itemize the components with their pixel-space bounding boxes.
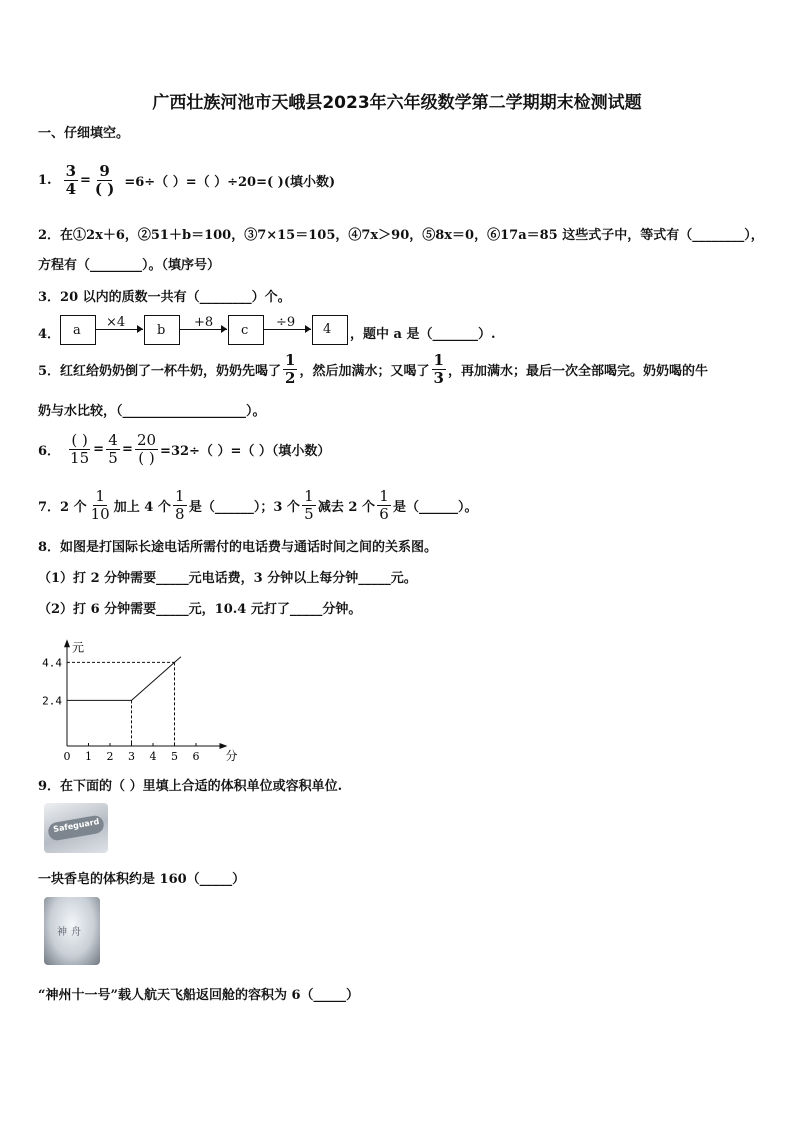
fraction: $\frac{3}{4}$ xyxy=(65,162,77,198)
x-axis-label: 分 xyxy=(225,749,238,763)
question-9-intro: 9．在下面的（ ）里填上合适的体积单位或容积单位. xyxy=(38,779,343,794)
flow-box-a: a xyxy=(60,315,96,345)
question-number: 1. xyxy=(38,172,52,188)
question-6: 6． $\frac{( )}{15}$ = $\frac{4}{5}$ = $\frac{20}{( )}$ =32÷（ ）=（ ）（填小数） xyxy=(38,431,331,467)
y-tick-label: 4.4 xyxy=(42,656,62,670)
question-5-line1: 5．红红给奶奶倒了一杯牛奶，奶奶先喝了 $\frac{1}{2}$ ，然后加满水；又喝了 $\frac{1}{3}$ ，再加满水；最后一次全部喝完。奶奶喝的牛 xyxy=(38,351,708,387)
x-tick-label: 6 xyxy=(192,750,200,763)
question-8-intro: 8．如图是打国际长途电话所需付的电话费与通话时间之间的关系图。 xyxy=(38,540,438,555)
soap-logo: Safeguard xyxy=(52,817,100,834)
fraction: $\frac{1}{10}$ xyxy=(90,487,110,523)
y-axis-label: 元 xyxy=(72,640,85,655)
x-tick-label: 0 xyxy=(63,750,71,763)
flow-box-c: c xyxy=(228,315,264,345)
question-text: ，题中 a 是（_______）. xyxy=(350,327,496,342)
fraction: $\frac{1}{2}$ xyxy=(285,351,296,387)
fraction: $\frac{4}{5}$ xyxy=(106,432,120,466)
x-tick-label: 5 xyxy=(171,750,178,763)
capsule-question: “神州十一号”载人航天飞船返回舱的容积为 6（_____） xyxy=(38,988,360,1003)
x-tick-label: 4 xyxy=(149,750,157,763)
question-text: =32÷（ ）=（ ）（填小数） xyxy=(160,443,331,459)
soap-image xyxy=(44,803,108,853)
section-heading: 一、仔细填空。 xyxy=(38,126,130,141)
series-line xyxy=(67,657,181,701)
arrow-head-icon xyxy=(137,325,143,333)
arrow-head-icon xyxy=(305,325,311,333)
fraction: $\frac{20}{( )}$ xyxy=(136,431,157,467)
fraction: $\frac{9}{( )}$ xyxy=(94,162,115,198)
flow-box-b: b xyxy=(144,315,180,345)
question-2-line1: 2．在①2x＋6，②51＋b＝100，③7×15＝105，④7x＞90，⑤8x＝0，⑥17a＝85 这些式子中，等式有（________）， xyxy=(38,228,764,243)
question-7: 7．2 个 $\frac{1}{10}$ 加上 4 个 $\frac{1}{8}$ 是（______）；3 个 $\frac{1}{5}$ 减去 2 个 $\frac{1}{6}$ 是（______）。 xyxy=(38,487,478,523)
arrow-head-icon xyxy=(221,325,227,333)
question-2-line2: 方程有（________）。（填序号） xyxy=(38,258,221,273)
fraction: $\frac{1}{8}$ xyxy=(173,488,187,522)
flow-box-result: 4 xyxy=(312,315,348,345)
phone-fee-chart xyxy=(30,620,250,770)
fraction: $\frac{1}{6}$ xyxy=(377,488,391,522)
question-text: =6÷（ ）=（ ）÷20=( )(填小数) xyxy=(124,174,336,190)
question-1: 1. $\frac{3}{4}$ = $\frac{9}{( )}$ =6÷（ ）=（ ）÷20=( )(填小数) xyxy=(38,162,336,198)
question-5-line2: 奶与水比较，（___________________）。 xyxy=(38,404,266,419)
soap-question: 一块香皂的体积约是 160（_____） xyxy=(38,872,246,887)
y-tick-label: 2.4 xyxy=(42,694,62,708)
capsule-logo: 神舟 xyxy=(57,927,85,938)
question-4: 4． a ×4 b +8 c ÷9 4 ，题中 a 是（_______）. xyxy=(38,315,598,347)
fraction: $\frac{( )}{15}$ xyxy=(70,431,90,467)
question-3: 3．20 以内的质数一共有（________）个。 xyxy=(38,290,291,305)
y-axis-arrow-icon xyxy=(64,639,70,647)
fraction: $\frac{1}{5}$ xyxy=(302,488,316,522)
x-tick-label: 3 xyxy=(128,750,135,763)
x-tick-label: 2 xyxy=(106,750,114,763)
page-title: 广西壮族河池市天峨县2023年六年级数学第二学期期末检测试题 xyxy=(152,93,642,113)
question-8-part1: （1）打 2 分钟需要_____元电话费，3 分钟以上每分钟_____元。 xyxy=(38,571,417,586)
capsule-image xyxy=(44,897,100,965)
x-tick-label: 1 xyxy=(85,750,92,763)
question-8-part2: （2）打 6 分钟需要_____元，10.4 元打了_____分钟。 xyxy=(38,602,362,617)
fraction: $\frac{1}{3}$ xyxy=(433,351,444,387)
